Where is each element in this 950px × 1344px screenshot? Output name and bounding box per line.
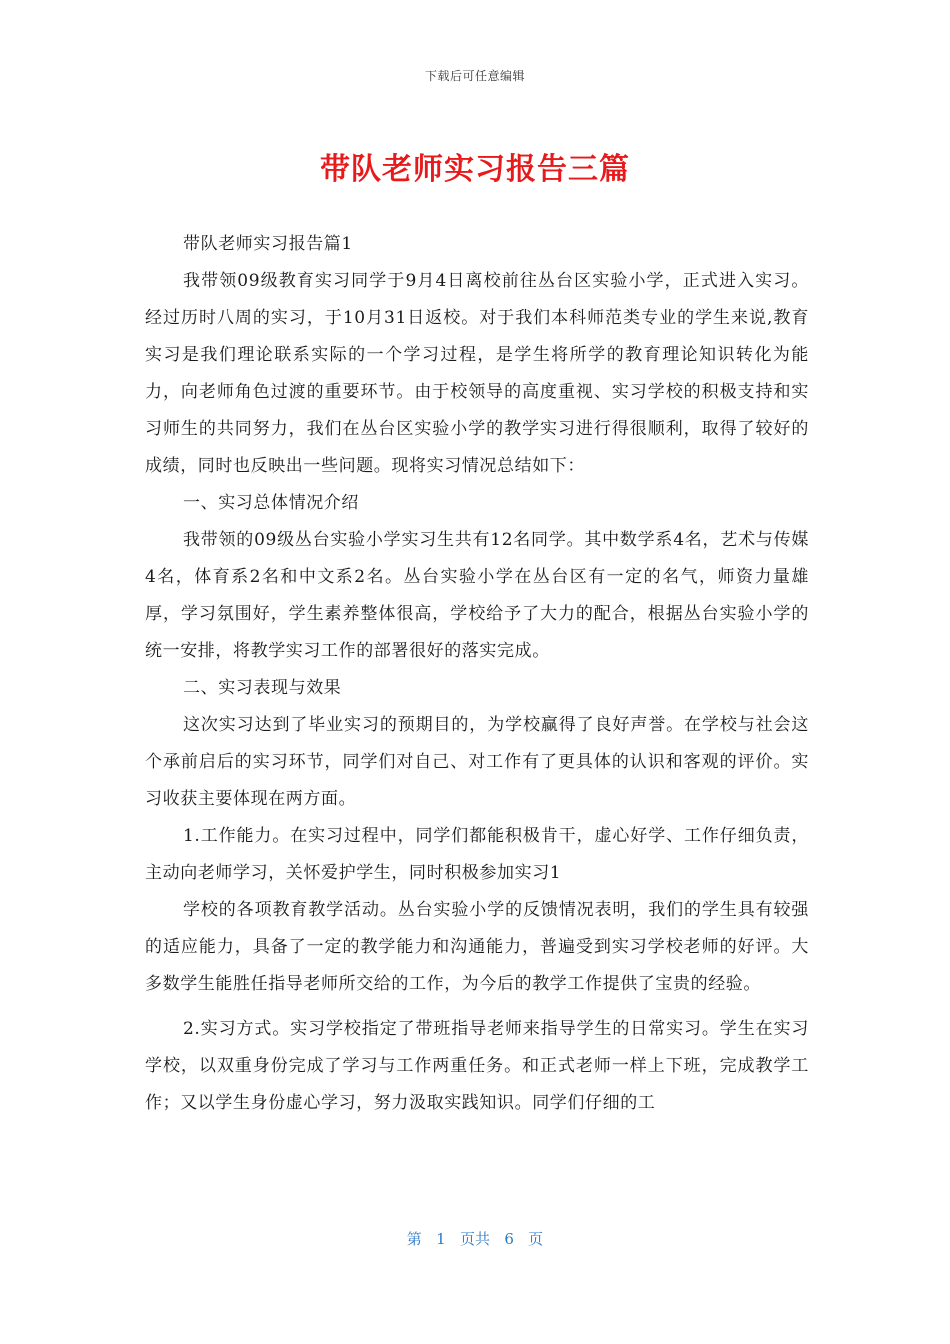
- paragraph: 我带领的09级丛台实验小学实习生共有12名同学。其中数学系4名，艺术与传媒4名，体育系2名和中文系2名。丛台实验小学在丛台区有一定的名气，师资力量雄厚，学习氛围好，学生素养整体很高，学校给予了大力的配合，根据丛台实验小学的统一安排，将教学实习工作的部署很好的落实完成。: [145, 530, 809, 661]
- paragraph: 我带领09级教育实习同学于9月4日离校前往丛台区实验小学，正式进入实习。经过历时八周的实习，于10月31日返校。对于我们本科师范类专业的学生来说,教育实习是我们理论联系实际的一个学习过程，是学生将所学的教育理论知识转化为能力，向老师角色过渡的重要环节。由于校领导的高度重视、实习学校的积极支持和实习师生的共同努力，我们在丛台区实验小学的教学实习进行得很顺利，取得了较好的成绩，同时也反映出一些问题。现将实习情况总结如下：: [145, 271, 809, 476]
- paragraph-heading-1: 一、实习总体情况介绍: [183, 493, 359, 513]
- paragraph-heading-2: 二、实习表现与效果: [183, 678, 342, 698]
- document-title: 带队老师实习报告三篇: [320, 152, 630, 187]
- document-body: [145, 226, 809, 1122]
- paragraph: 学校的各项教育教学活动。丛台实验小学的反馈情况表明，我们的学生具有较强的适应能力，具备了一定的教学能力和沟通能力，普遍受到实习学校老师的好评。大多数学生能胜任指导老师所交给的工作，为今后的教学工作提供了宝贵的经验。: [145, 900, 809, 994]
- footer-current-page: 1: [436, 1230, 446, 1248]
- paragraph: 1.工作能力。在实习过程中，同学们都能积极肯干，虚心好学、工作仔细负责，主动向老师学习，关怀爱护学生，同时积极参加实习1: [145, 826, 809, 883]
- page-footer: [0, 1228, 950, 1249]
- paragraph: 这次实习达到了毕业实习的预期目的，为学校赢得了良好声誉。在学校与社会这个承前启后的实习环节，同学们对自己、对工作有了更具体的认识和客观的评价。实习收获主要体现在两方面。: [145, 715, 809, 809]
- footer-prefix: 第: [406, 1230, 422, 1248]
- footer-suffix: 页: [528, 1230, 544, 1248]
- paragraph: 2.实习方式。实习学校指定了带班指导老师来指导学生的日常实习。学生在实习学校，以双重身份完成了学习与工作两重任务。和正式老师一样上下班，完成教学工作；又以学生身份虚心学习，努力汲取实践知识。同学们仔细的工: [145, 1019, 809, 1113]
- header-note: 下载后可任意编辑: [424, 69, 525, 83]
- footer-total-pages: 6: [504, 1230, 514, 1248]
- footer-middle: 页共: [459, 1230, 490, 1248]
- paragraph-section-heading: 带队老师实习报告篇1: [183, 234, 353, 254]
